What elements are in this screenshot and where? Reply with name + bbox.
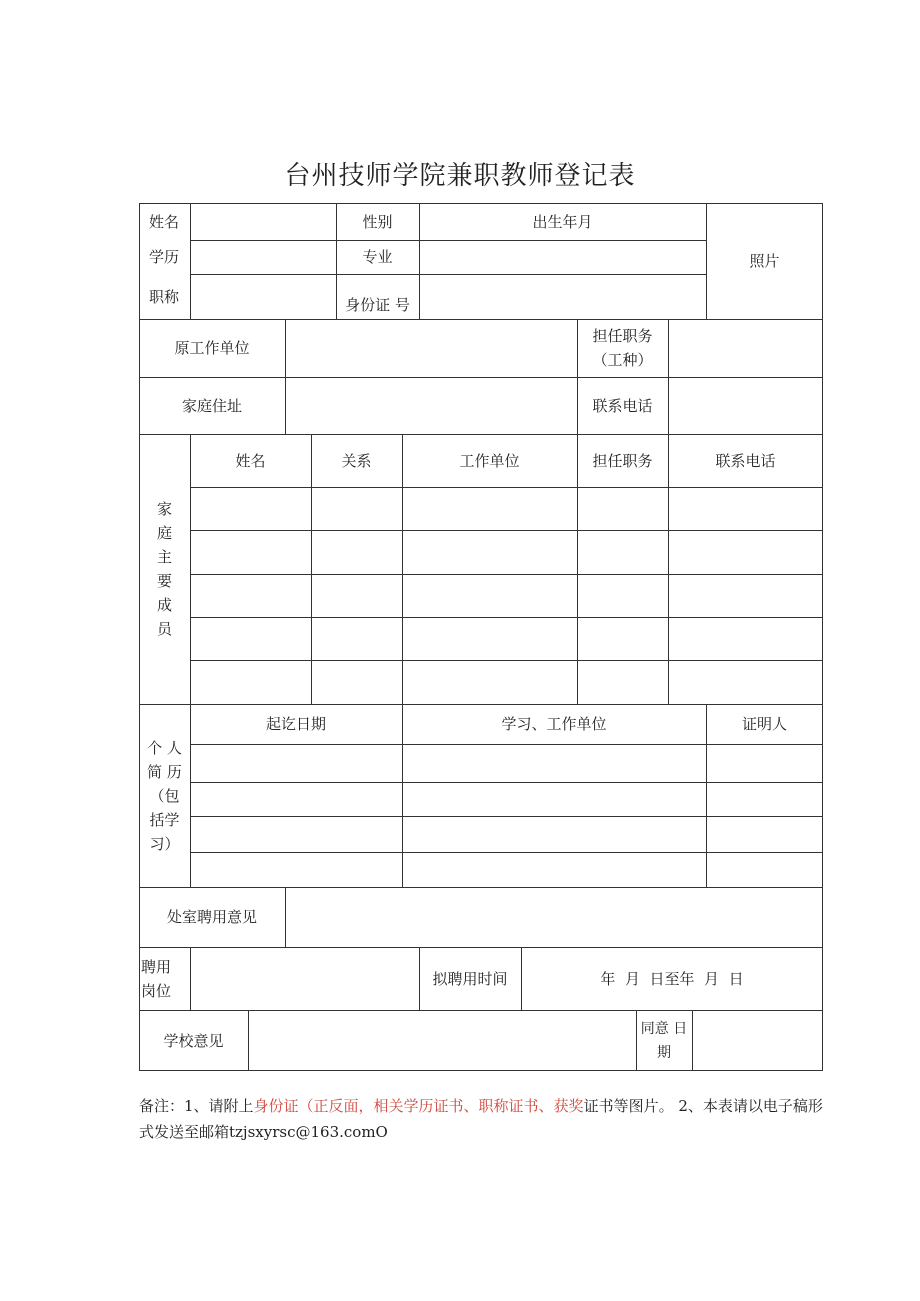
resume-cell[interactable] bbox=[402, 816, 706, 852]
family-cell[interactable] bbox=[668, 617, 823, 660]
id-number-label: 身份证 号 bbox=[345, 295, 410, 314]
agree-date-label bbox=[636, 1010, 692, 1071]
major-field[interactable] bbox=[419, 240, 706, 274]
hire-time-field[interactable]: 年 月 日至年 月 日 bbox=[600, 969, 744, 988]
family-cell[interactable] bbox=[311, 530, 402, 574]
resume-side-line: 个 人 bbox=[147, 738, 182, 757]
family-cell[interactable] bbox=[668, 574, 823, 617]
resume-header-dates: 起讫日期 bbox=[265, 715, 326, 733]
name-label: 姓名 bbox=[149, 212, 180, 231]
home-address-label: 家庭住址 bbox=[181, 396, 242, 415]
agree-date-label-line1: 同意 日 bbox=[640, 1020, 688, 1037]
family-side-char: 家 bbox=[156, 500, 172, 518]
family-cell[interactable] bbox=[577, 574, 668, 617]
family-cell[interactable] bbox=[668, 530, 823, 574]
family-header-relation: 关系 bbox=[341, 451, 372, 470]
resume-side-line: （包 bbox=[149, 786, 180, 805]
family-side-char: 员 bbox=[156, 620, 172, 638]
home-address-field[interactable] bbox=[285, 377, 577, 434]
major-label: 专业 bbox=[362, 248, 393, 266]
family-cell[interactable] bbox=[402, 530, 577, 574]
remarks-suffix: 证书等图片。 2、本表请以电子稿形式发送至邮箱tzjsxyrsc@163.comO bbox=[139, 1097, 823, 1141]
name-field[interactable] bbox=[190, 203, 336, 240]
resume-header-witness: 证明人 bbox=[741, 715, 787, 733]
family-cell[interactable] bbox=[577, 487, 668, 530]
family-cell[interactable] bbox=[577, 617, 668, 660]
family-header-phone: 联系电话 bbox=[715, 451, 776, 470]
position-field[interactable] bbox=[668, 319, 823, 377]
resume-cell[interactable] bbox=[402, 744, 706, 782]
dept-opinion-label: 处室聘用意见 bbox=[166, 908, 257, 926]
family-cell[interactable] bbox=[402, 660, 577, 704]
family-cell[interactable] bbox=[311, 660, 402, 704]
resume-cell[interactable] bbox=[190, 782, 402, 816]
original-work-unit-label: 原工作单位 bbox=[174, 339, 250, 357]
resume-side-line: 括学 bbox=[149, 810, 180, 829]
professional-title-field[interactable] bbox=[190, 274, 336, 319]
resume-header-unit: 学习、工作单位 bbox=[501, 715, 607, 733]
family-side-char: 庭 bbox=[156, 524, 172, 542]
position-label-line1: 担任职务 bbox=[592, 327, 653, 345]
hire-post-label-line1: 聘用 bbox=[141, 957, 172, 976]
resume-cell[interactable] bbox=[706, 782, 823, 816]
family-header-work-unit: 工作单位 bbox=[459, 451, 520, 470]
family-cell[interactable] bbox=[311, 617, 402, 660]
hire-post-label-line2: 岗位 bbox=[141, 981, 172, 1000]
education-field[interactable] bbox=[190, 240, 336, 274]
gender-label: 性别 bbox=[362, 212, 393, 231]
photo-box[interactable]: 照片 bbox=[749, 252, 780, 270]
birth-label: 出生年月 bbox=[532, 212, 593, 231]
hire-post-label bbox=[139, 947, 190, 1010]
family-cell[interactable] bbox=[190, 660, 311, 704]
resume-cell[interactable] bbox=[402, 852, 706, 887]
family-cell[interactable] bbox=[190, 487, 311, 530]
resume-side-label bbox=[139, 704, 190, 887]
family-cell[interactable] bbox=[190, 617, 311, 660]
professional-title-label: 职称 bbox=[149, 287, 180, 306]
family-side-char: 成 bbox=[156, 596, 172, 614]
resume-side-line: 习） bbox=[149, 834, 180, 853]
resume-cell[interactable] bbox=[190, 744, 402, 782]
resume-cell[interactable] bbox=[706, 852, 823, 887]
resume-cell[interactable] bbox=[706, 816, 823, 852]
family-cell[interactable] bbox=[190, 574, 311, 617]
school-opinion-field[interactable] bbox=[248, 1010, 636, 1071]
family-cell[interactable] bbox=[402, 617, 577, 660]
family-cell[interactable] bbox=[311, 487, 402, 530]
original-work-unit-field[interactable] bbox=[285, 319, 577, 377]
dept-opinion-field[interactable] bbox=[285, 887, 823, 947]
remarks-required-documents: 身份证（正反面，相关学历证书、职称证书、获奖 bbox=[253, 1097, 584, 1115]
resume-cell[interactable] bbox=[190, 816, 402, 852]
hire-post-field[interactable] bbox=[190, 947, 419, 1010]
family-side-char: 要 bbox=[156, 572, 172, 590]
agree-date-label-line2: 期 bbox=[657, 1044, 671, 1061]
family-cell[interactable] bbox=[668, 487, 823, 530]
position-label bbox=[577, 319, 668, 377]
school-opinion-label: 学校意见 bbox=[163, 1031, 224, 1050]
remarks-note bbox=[139, 1093, 823, 1145]
family-header-position: 担任职务 bbox=[592, 451, 653, 470]
resume-cell[interactable] bbox=[706, 744, 823, 782]
family-cell[interactable] bbox=[577, 660, 668, 704]
family-cell[interactable] bbox=[668, 660, 823, 704]
family-cell[interactable] bbox=[190, 530, 311, 574]
phone-label: 联系电话 bbox=[592, 396, 653, 415]
agree-date-field[interactable] bbox=[692, 1010, 823, 1071]
form-title: 台州技师学院兼职教师登记表 bbox=[284, 161, 636, 191]
family-header-name: 姓名 bbox=[235, 451, 266, 470]
family-cell[interactable] bbox=[577, 530, 668, 574]
family-cell[interactable] bbox=[311, 574, 402, 617]
remarks-prefix: 备注：1、请附上 bbox=[139, 1097, 254, 1115]
hire-time-label: 拟聘用时间 bbox=[432, 969, 508, 988]
resume-cell[interactable] bbox=[402, 782, 706, 816]
family-side-char: 主 bbox=[156, 548, 172, 566]
id-number-field[interactable] bbox=[419, 274, 706, 319]
family-cell[interactable] bbox=[402, 574, 577, 617]
family-members-side-label bbox=[139, 434, 190, 704]
phone-field[interactable] bbox=[668, 377, 823, 434]
resume-side-line: 简 历 bbox=[147, 762, 182, 781]
resume-cell[interactable] bbox=[190, 852, 402, 887]
family-cell[interactable] bbox=[402, 487, 577, 530]
education-label: 学历 bbox=[149, 248, 180, 266]
position-label-line2: （工种） bbox=[592, 351, 653, 369]
